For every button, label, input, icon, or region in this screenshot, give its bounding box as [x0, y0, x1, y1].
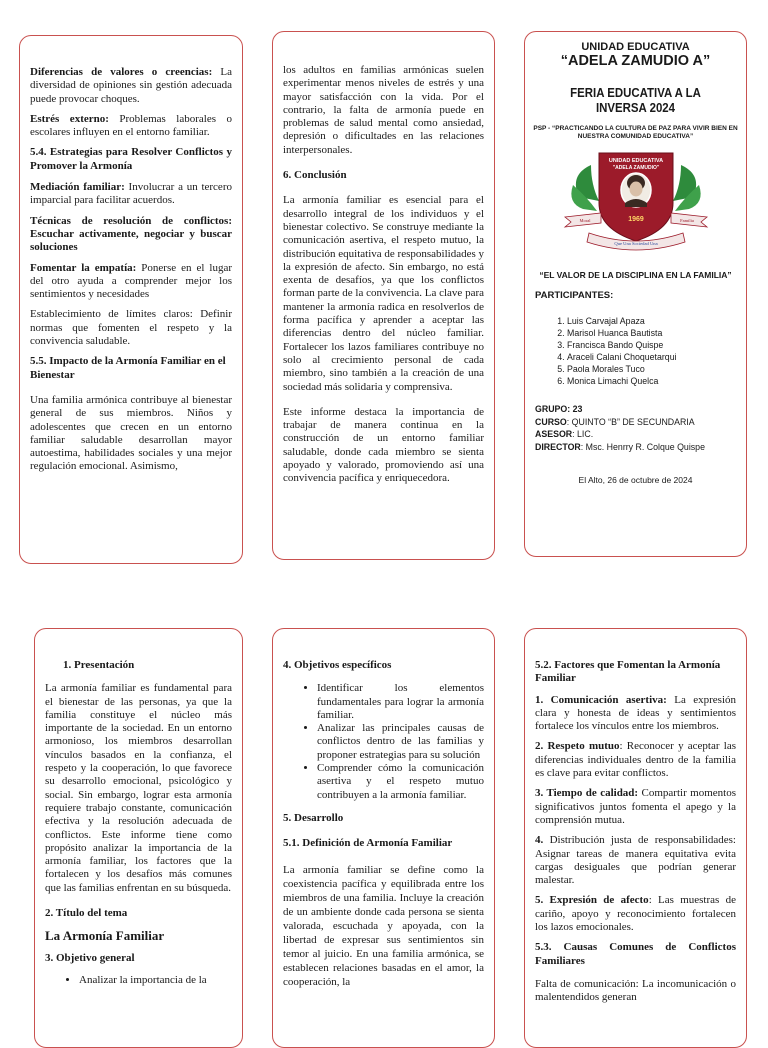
logo-year-text: 1969: [627, 216, 644, 223]
logo-bottom-ribbon: Que Una Sociedad Una: [613, 241, 658, 246]
brochure-panel-presentation: [34, 628, 243, 1048]
section-heading: 5. Desarrollo: [283, 811, 344, 824]
paragraph: La armonía familiar es fundamental para el bienestar de las personas, ya que la familia constituye el núcleo más importante de la sociedad. En un entorno armonioso, los miembros desarrollan vínculos basados en la confianza, el respeto y la cooperación, lo que favorece su desarrollo emocional, psicológico y social. Sin embargo, lograr esta armonía requiere trabajo constante, comunicación efectiva y la resolución adecuada de conflictos. Este informe tiene como propósito analizar la importancia de la armonía familiar, los factores que la fortalecen y los desafíos más comunes que las familias enfrentan en su búsqueda.: [45, 682, 232, 894]
director-line: DIRECTOR: Msc. Henrry R. Colque Quispe: [535, 441, 705, 452]
group-info: [535, 403, 740, 453]
brochure-cover: [524, 31, 747, 557]
brochure-panel-strategies: [19, 35, 243, 564]
bullet-list: [45, 974, 232, 987]
curso-line: CURSO: QUINTO “B” DE SECUNDARIA: [535, 416, 695, 427]
section-heading: 5.4. Estrategias para Resolver Conflictos y Promover la Armonía: [30, 146, 232, 172]
paragraph: Técnicas de resolución de conflictos: Escuchar activamente, negociar y buscar soluciones: [30, 214, 232, 254]
logo-name-text: "ADELA ZAMUDIO": [612, 165, 659, 171]
logo-right-ribbon: Familia: [679, 218, 694, 223]
participant-item: 3. Francisca Bando Quispe: [567, 339, 740, 351]
list-item: • Analizar las principales causas de conflictos dentro de las familias y proponer estrategias para su solución: [317, 722, 484, 762]
brochure-panel-factors: [524, 628, 747, 1048]
paragraph: Falta de comunicación: La incomunicación o malentendidos generan: [535, 977, 736, 1004]
paragraph: 4. Distribución justa de responsabilidades: Asignar tareas de manera equitativa evita cargas desiguales que podrían generar malestar.: [535, 834, 736, 887]
paragraph: Fomentar la empatía: Ponerse en el lugar del otro ayuda a comprender mejor los sentimientos y necesidades: [30, 261, 232, 301]
school-logo: [531, 145, 740, 262]
paragraph: 3. Tiempo de calidad: Compartir momentos significativos juntos fomenta el apego y la comprensión mutua.: [535, 787, 736, 826]
paragraph: Este informe destaca la importancia de trabajar de manera continua en la construcción de un entorno familiar saludable, donde cada miembro se sienta apoyado y valorado, promoviendo así una convivencia pacífica y enriquecedora.: [283, 405, 484, 485]
topic-title: La Armonía Familiar: [45, 928, 165, 944]
participants-label: PARTICIPANTES:: [535, 290, 614, 301]
section-heading: 2. Título del tema: [45, 907, 128, 920]
section-heading: 5.5. Impacto de la Armonía Familiar en el Bienestar: [30, 355, 226, 381]
section-heading: 5.1. Definición de Armonía Familiar: [283, 837, 453, 850]
paragraph: Diferencias de valores o creencias: La diversidad de opiniones sin gestión adecuada puede provocar choques.: [30, 66, 232, 105]
list-item: • Identificar los elementos fundamentales para lograr la armonía familiar.: [317, 682, 484, 722]
section-heading: 5.3. Causas Comunes de Conflictos Familiares: [535, 941, 736, 967]
paragraph: La armonía familiar se define como la coexistencia pacífica y equilibrada entre los miembros de una familia. Incluye la creación de un ambiente donde cada persona se sienta valorada, escuchada y apoyada, con la libertad de expresar sus sentimientos sin temor al juicio. En una familia armónica, se establecen relaciones basadas en el amor, la cooperación, la: [283, 863, 484, 989]
list-item: • Comprender cómo la comunicación asertiva y el respeto mutuo contribuyen a la armonía familiar.: [317, 762, 484, 802]
school-label: UNIDAD EDUCATIVA: [581, 41, 690, 53]
paragraph: Establecimiento de límites claros: Definir normas que fomenten el respeto y la convivencia saludable.: [30, 308, 232, 348]
participants-list: [531, 315, 740, 387]
section-heading: 1. Presentación: [63, 659, 135, 671]
theme-title: “EL VALOR DE LA DISCIPLINA EN LA FAMILIA”: [539, 270, 732, 280]
asesor-line: ASESOR: LIC.: [535, 429, 594, 439]
participant-item: 1. Luis Carvajal Apaza: [567, 315, 740, 327]
paragraph: La armonía familiar es esencial para el desarrollo integral de los individuos y el bienestar colectivo. Se construye mediante la comunicación asertiva, el respeto mutuo, la distribución equitativa de responsabilidades y la expresión de afecto. Sin embargo, no está exenta de desafíos, ya que los conflictos forman parte de la convivencia. La clave para mantener la armonía radica en resolverlos de forma pacífica y aprender a aceptar las diferencias dentro del núcleo familiar. Fortalecer los lazos familiares contribuye no solo al crecimiento personal de cada miembro, sino también a la creación de una sociedad más solidaria y comprensiva.: [283, 194, 485, 393]
paragraph: 2. Respeto mutuo: Reconocer y aceptar las diferencias individuales dentro de la familia es clave para evitar conflictos.: [535, 740, 736, 780]
section-heading: 4. Objetivos específicos: [283, 659, 392, 671]
date-line: El Alto, 26 de octubre de 2024: [578, 475, 693, 485]
school-name: “ADELA ZAMUDIO A”: [560, 53, 711, 69]
paragraph: los adultos en familias armónicas suelen experimentar menos niveles de estrés y una mayor satisfacción con la vida. Por el contrario, la falta de armonía puede en problemas de salud mental como ansiedad, depresión o dificultades en las relaciones interpersonales.: [283, 64, 484, 156]
section-heading: 6. Conclusión: [283, 169, 347, 182]
bullet-list: [283, 682, 484, 802]
participant-item: 4. Araceli Calani Choquetarqui: [567, 351, 740, 363]
participant-item: 2. Marisol Huanca Bautista: [567, 327, 740, 339]
list-item: • Analizar la importancia de la: [79, 974, 232, 987]
participant-item: 5. Paola Morales Tuco: [567, 363, 740, 375]
participant-item: 6. Monica Limachi Quelca: [567, 375, 740, 387]
fair-title: FERIA EDUCATIVA A LA INVERSA 2024: [570, 85, 701, 115]
brochure-panel-conclusion: [272, 31, 495, 560]
brochure-panel-objectives: [272, 628, 495, 1048]
section-heading: 3. Objetivo general: [45, 952, 135, 965]
logo-left-ribbon: Moral: [579, 218, 590, 223]
paragraph: Estrés externo: Problemas laborales o escolares influyen en el entorno familiar.: [30, 112, 232, 139]
grupo-line: GRUPO: 23: [535, 404, 583, 414]
paragraph: Mediación familiar: Involucrar a un tercero imparcial para facilitar acuerdos.: [30, 181, 232, 207]
logo-top-text: UNIDAD EDUCATIVA: [608, 158, 663, 164]
paragraph: 1. Comunicación asertiva: La expresión clara y honesta de ideas y sentimientos fortalece los vínculos entre los miembros.: [535, 693, 736, 733]
psp-motto: PSP - “PRACTICANDO LA CULTURA DE PAZ PARA VIVIR BIEN EN NUESTRA COMUNIDAD EDUCATIVA”: [533, 125, 738, 140]
paragraph: 5. Expresión de afecto: Las muestras de cariño, apoyo y reconocimiento fortalecen los lazos emocionales.: [535, 894, 736, 934]
paragraph: Una familia armónica contribuye al bienestar general de sus miembros. Niños y adolescentes que crecen en un entorno familiar saludable desarrollan mayor autoestima, habilidades sociales y una mejor regulación emocional. Asimismo,: [30, 393, 232, 473]
section-heading: 5.2. Factores que Fomentan la Armonía Familiar: [535, 659, 721, 685]
school-crest-icon: [561, 145, 711, 257]
